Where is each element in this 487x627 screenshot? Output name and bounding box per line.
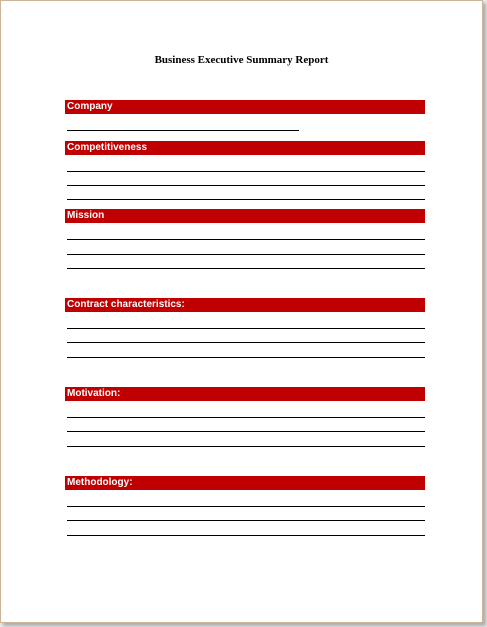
fill-in-line[interactable] [67, 506, 425, 507]
fill-in-line[interactable] [67, 254, 425, 255]
section-header-mission: Mission [65, 209, 425, 223]
fill-in-line[interactable] [67, 171, 425, 172]
fill-in-line[interactable] [67, 328, 425, 329]
fill-in-line[interactable] [67, 417, 425, 418]
fill-in-line[interactable] [67, 342, 425, 343]
fill-in-line[interactable] [67, 239, 425, 240]
fill-in-line[interactable] [67, 446, 425, 447]
fill-in-line[interactable] [67, 520, 425, 521]
section-header-company: Company [65, 100, 425, 114]
section-header-contract-characteristics: Contract characteristics: [65, 298, 425, 312]
section-header-competitiveness: Competitiveness [65, 141, 425, 155]
fill-in-line[interactable] [67, 185, 425, 186]
fill-in-line[interactable] [67, 199, 425, 200]
fill-in-line[interactable] [67, 268, 425, 269]
fill-in-line[interactable] [67, 357, 425, 358]
section-header-methodology: Methodology: [65, 476, 425, 490]
fill-in-line[interactable] [67, 535, 425, 536]
fill-in-line[interactable] [67, 431, 425, 432]
section-header-motivation: Motivation: [65, 387, 425, 401]
page-title: Business Executive Summary Report [154, 54, 329, 66]
fill-in-line[interactable] [67, 130, 299, 131]
